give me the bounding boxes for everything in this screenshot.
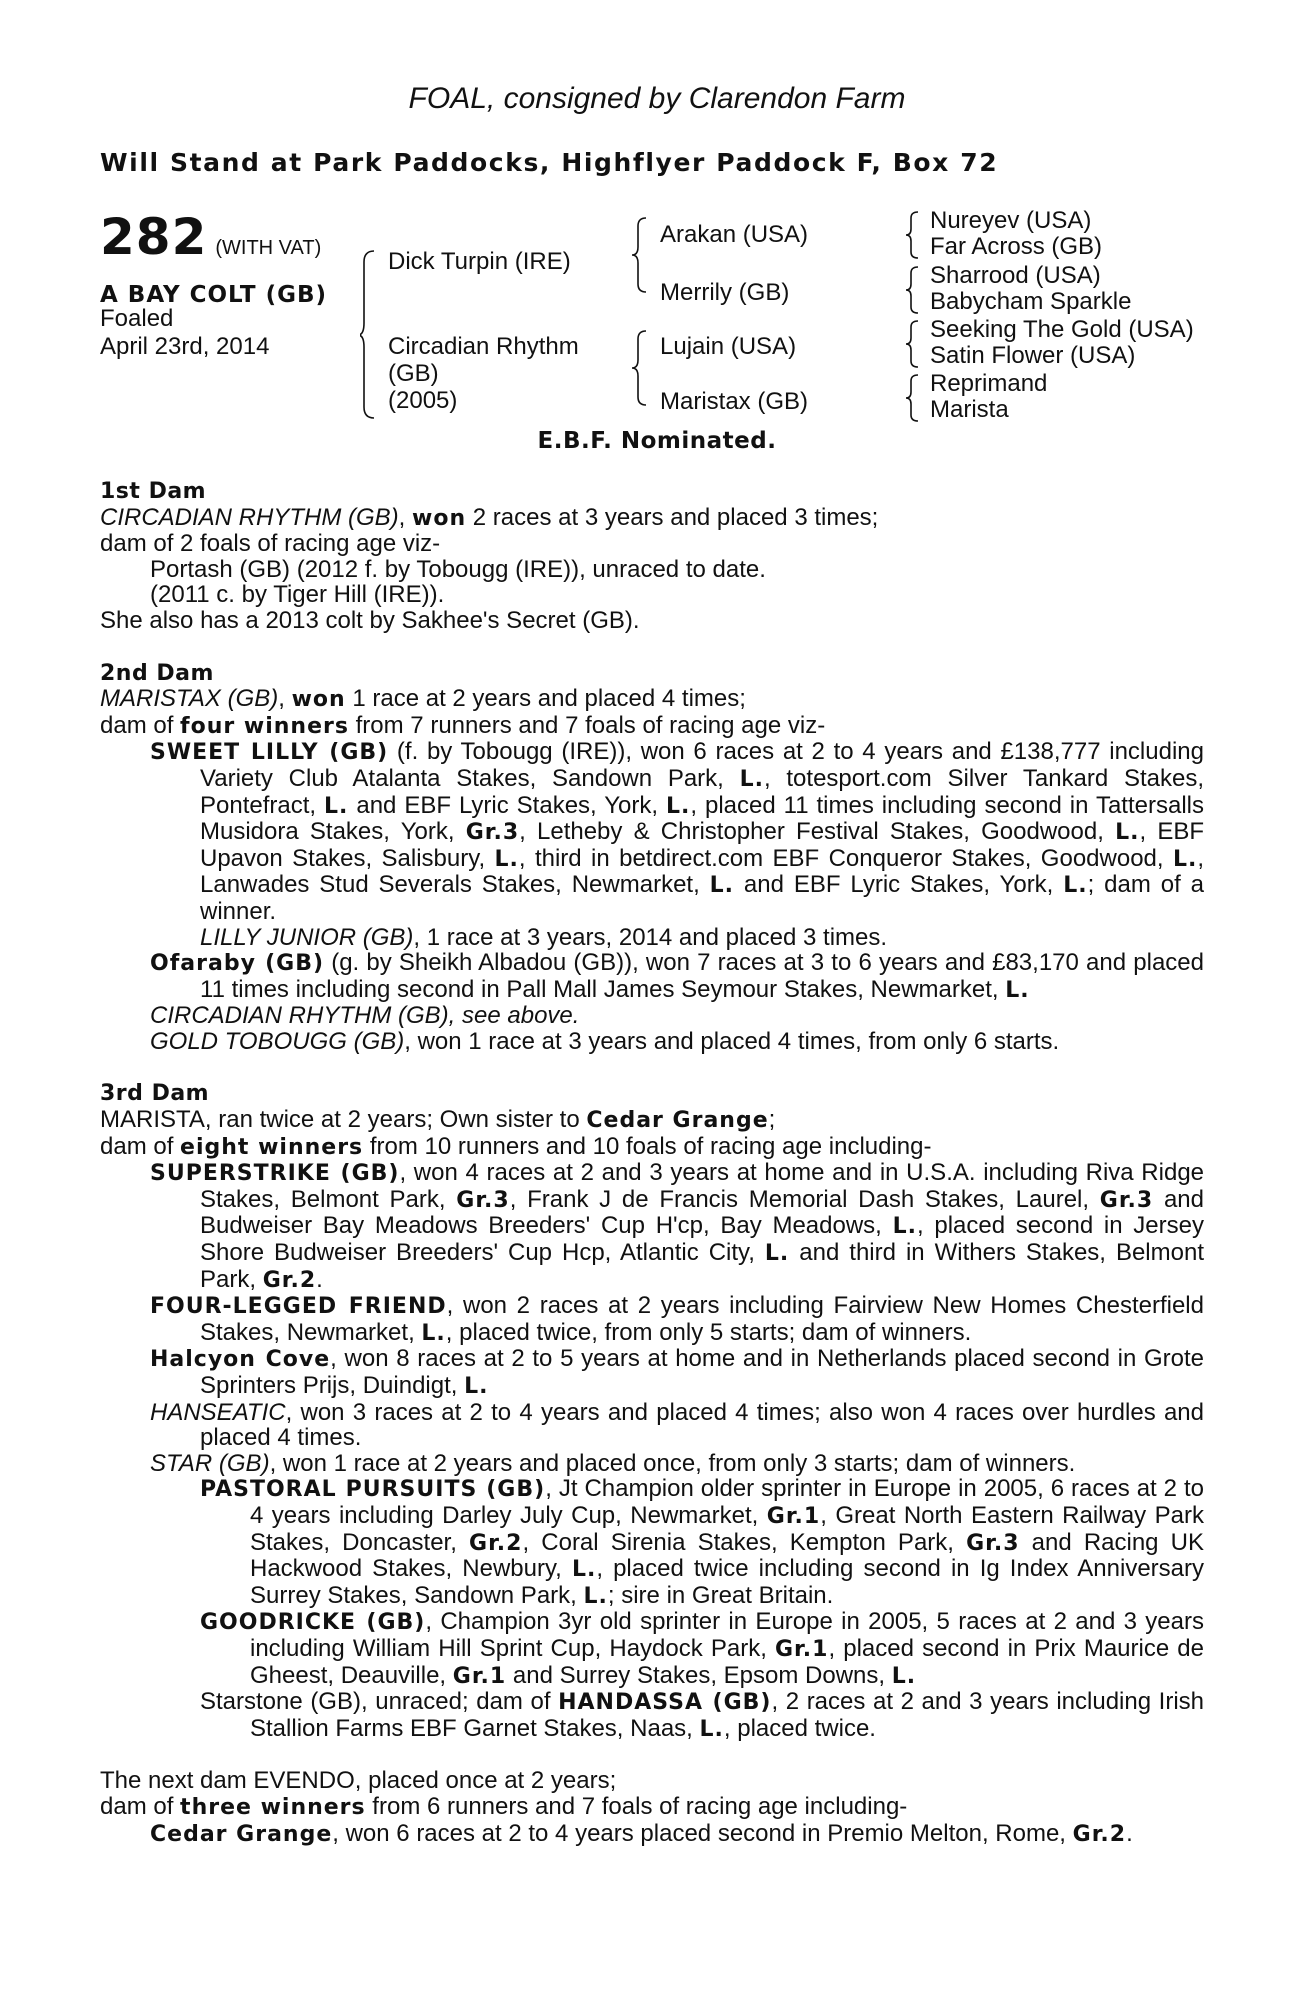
produce-entry: SWEET LILLY (GB) (f. by Tobougg (IRE)), won 6 races at 2 to 4 years and £138,777 including Variety Club Atalanta Stakes, Sandown Park, L., totesport.com Silver Tankard Stakes, Pontefract, L. and EBF Lyric Stakes, York, L., placed 11 times including second in Tattersalls Musidora Stakes, York, Gr.3, Letheby & Christopher Festival Stakes, Goodwood, L., EBF Upavon Stakes, Salisbury, L., third in betdirect.com EBF Conqueror Stakes, Goodwood, L., Lanwades Stud Severals Stakes, Newmarket, L. and EBF Lyric Stakes, York, L.; dam of a winner. [150,738,1205,925]
section-heading: 2nd Dam [100,660,214,686]
foaled-label: Foaled [100,305,174,332]
next-dam-record: The next dam EVENDO, placed once at 2 years; [100,1767,617,1795]
lot-header [100,208,321,266]
second-dam-record: MARISTAX (GB), won 1 race at 2 years and placed 4 times; [100,685,746,713]
pedigree-g5: Seeking The Gold (USA) [930,316,1194,343]
pedigree-g3: Sharrood (USA) [930,262,1101,289]
second-dam-produce: dam of four winners from 7 runners and 7 foals of racing age viz- [100,711,826,739]
pedigree-brace-sire [632,217,652,293]
third-dam-record: MARISTA, ran twice at 2 years; Own sister to Cedar Grange; [100,1106,776,1134]
first-dam-note: She also has a 2013 colt by Sakhee's Secret (GB). [100,606,640,634]
foaled-info [100,305,269,361]
produce-entry: FOUR-LEGGED FRIEND, won 2 races at 2 years including Fairview New Homes Chesterfield Stakes, Newmarket, L., placed twice, from only 5 starts; dam of winners. [150,1292,1204,1346]
produce-sub-entry: GOODRICKE (GB), Champion 3yr old sprinter in Europe in 2005, 5 races at 2 and 3 years including William Hill Sprint Cup, Haydock Park, Gr.1, placed second in Prix Maurice de Gheest, Deauville, Gr.1 and Surrey Stakes, Epsom Downs, L. [200,1608,1204,1689]
pedigree-g2: Far Across (GB) [930,233,1103,260]
first-dam-record: CIRCADIAN RHYTHM (GB), won 2 races at 3 years and placed 3 times; [100,503,879,531]
produce-entry: Halcyon Cove, won 8 races at 2 to 5 years at home and in Netherlands placed second in Grote Sprinters Prijs, Duindigt, L. [150,1345,1205,1399]
produce-entry: Cedar Grange, won 6 races at 2 to 4 years placed second in Premio Melton, Rome, Gr.2. [150,1819,1133,1847]
produce-entry: GOLD TOBOUGG (GB), won 1 race at 3 years and placed 4 times, from only 6 starts. [150,1027,1060,1055]
pedigree-sire-sire: Arakan (USA) [660,221,809,248]
produce-entry: HANSEATIC, won 3 races at 2 to 4 years and placed 4 times; also won 4 races over hurdles and placed 4 times. [150,1398,1204,1452]
vat-note: (WITH VAT) [215,237,322,259]
produce-entry: Ofaraby (GB) (g. by Sheikh Albadou (GB)), won 7 races at 3 to 6 years and £83,170 and placed 11 times including second in Pall Mall James Seymour Stakes, Newmarket, L. [150,949,1204,1003]
produce-entry: SUPERSTRIKE (GB), won 4 races at 2 and 3 years at home and in U.S.A. including Riva Ridge Stakes, Belmont Park, Gr.3, Frank J de Francis Memorial Dash Stakes, Laurel, Gr.3 and Budweiser Bay Meadows Breeders' Cup H'cp, Bay Meadows, L., placed second in Jersey Shore Budweiser Breeders' Cup Hcp, Atlantic City, L. and third in Withers Stakes, Belmont Park, Gr.2. [150,1159,1205,1293]
pedigree-dam: Circadian Rhythm (GB) (2005) [388,333,579,414]
pedigree-brace-g3 [906,320,922,368]
first-dam-foal: (2011 c. by Tiger Hill (IRE)). [150,581,445,609]
pedigree-brace-g1 [906,211,922,259]
pedigree-g1: Nureyev (USA) [930,207,1092,234]
pedigree-dam-dam: Maristax (GB) [660,388,809,415]
catalogue-body [100,478,1204,1847]
pedigree-brace-g2 [906,266,922,314]
produce-sub-entry: Starstone (GB), unraced; dam of HANDASSA (GB), 2 races at 2 and 3 years including Irish Stallion Farms EBF Garnet Stakes, Naas, L., placed twice. [200,1688,1205,1742]
next-dam-produce: dam of three winners from 6 runners and 7 foals of racing age including- [100,1792,908,1820]
produce-sub-entry: LILLY JUNIOR (GB), 1 race at 3 years, 2014 and placed 3 times. [200,923,888,951]
produce-sub-entry: PASTORAL PURSUITS (GB), Jt Champion older sprinter in Europe in 2005, 6 races at 2 to 4 years including Darley July Cup, Newmarket, Gr.1, Great North Eastern Railway Park Stakes, Doncaster, Gr.2, Coral Sirenia Stakes, Kempton Park, Gr.3 and Racing UK Hackwood Stakes, Newbury, L., placed twice including second in Ig Index Anniversary Surrey Stakes, Sandown Park, L.; sire in Great Britain. [200,1475,1204,1609]
section-heading: 1st Dam [100,479,207,504]
third-dam-produce: dam of eight winners from 10 runners and 10 foals of racing age including- [100,1132,932,1160]
pedigree-brace-main [360,250,380,420]
horse-description: A BAY COLT (GB) [100,282,328,308]
pedigree-dam-sire: Lujain (USA) [660,333,797,360]
first-dam-foal: Portash (GB) (2012 f. by Tobougg (IRE)), unraced to date. [150,555,766,583]
produce-entry: STAR (GB), won 1 race at 2 years and placed once, from only 3 starts; dam of winners. [150,1449,1076,1477]
page-title: FOAL, consigned by Clarendon Farm [408,82,906,115]
pedigree-brace-g4 [906,374,922,422]
foaled-date: April 23rd, 2014 [100,333,270,360]
stable-location: Will Stand at Park Paddocks, Highflyer Paddock F, Box 72 [100,148,999,177]
pedigree-g8: Marista [930,396,1009,423]
pedigree-g7: Reprimand [930,370,1048,397]
pedigree-sire-dam: Merrily (GB) [660,279,790,306]
pedigree-g4: Babycham Sparkle [930,288,1132,315]
pedigree-sire: Dick Turpin (IRE) [388,248,571,275]
pedigree-brace-dam [632,330,652,406]
ebf-nominated: E.B.F. Nominated. [537,428,777,454]
pedigree-g6: Satin Flower (USA) [930,342,1136,369]
section-heading: 3rd Dam [100,1081,210,1107]
produce-entry: CIRCADIAN RHYTHM (GB), see above. [150,1002,580,1030]
first-dam-produce: dam of 2 foals of racing age viz- [100,530,441,558]
lot-number: 282 [100,208,208,266]
